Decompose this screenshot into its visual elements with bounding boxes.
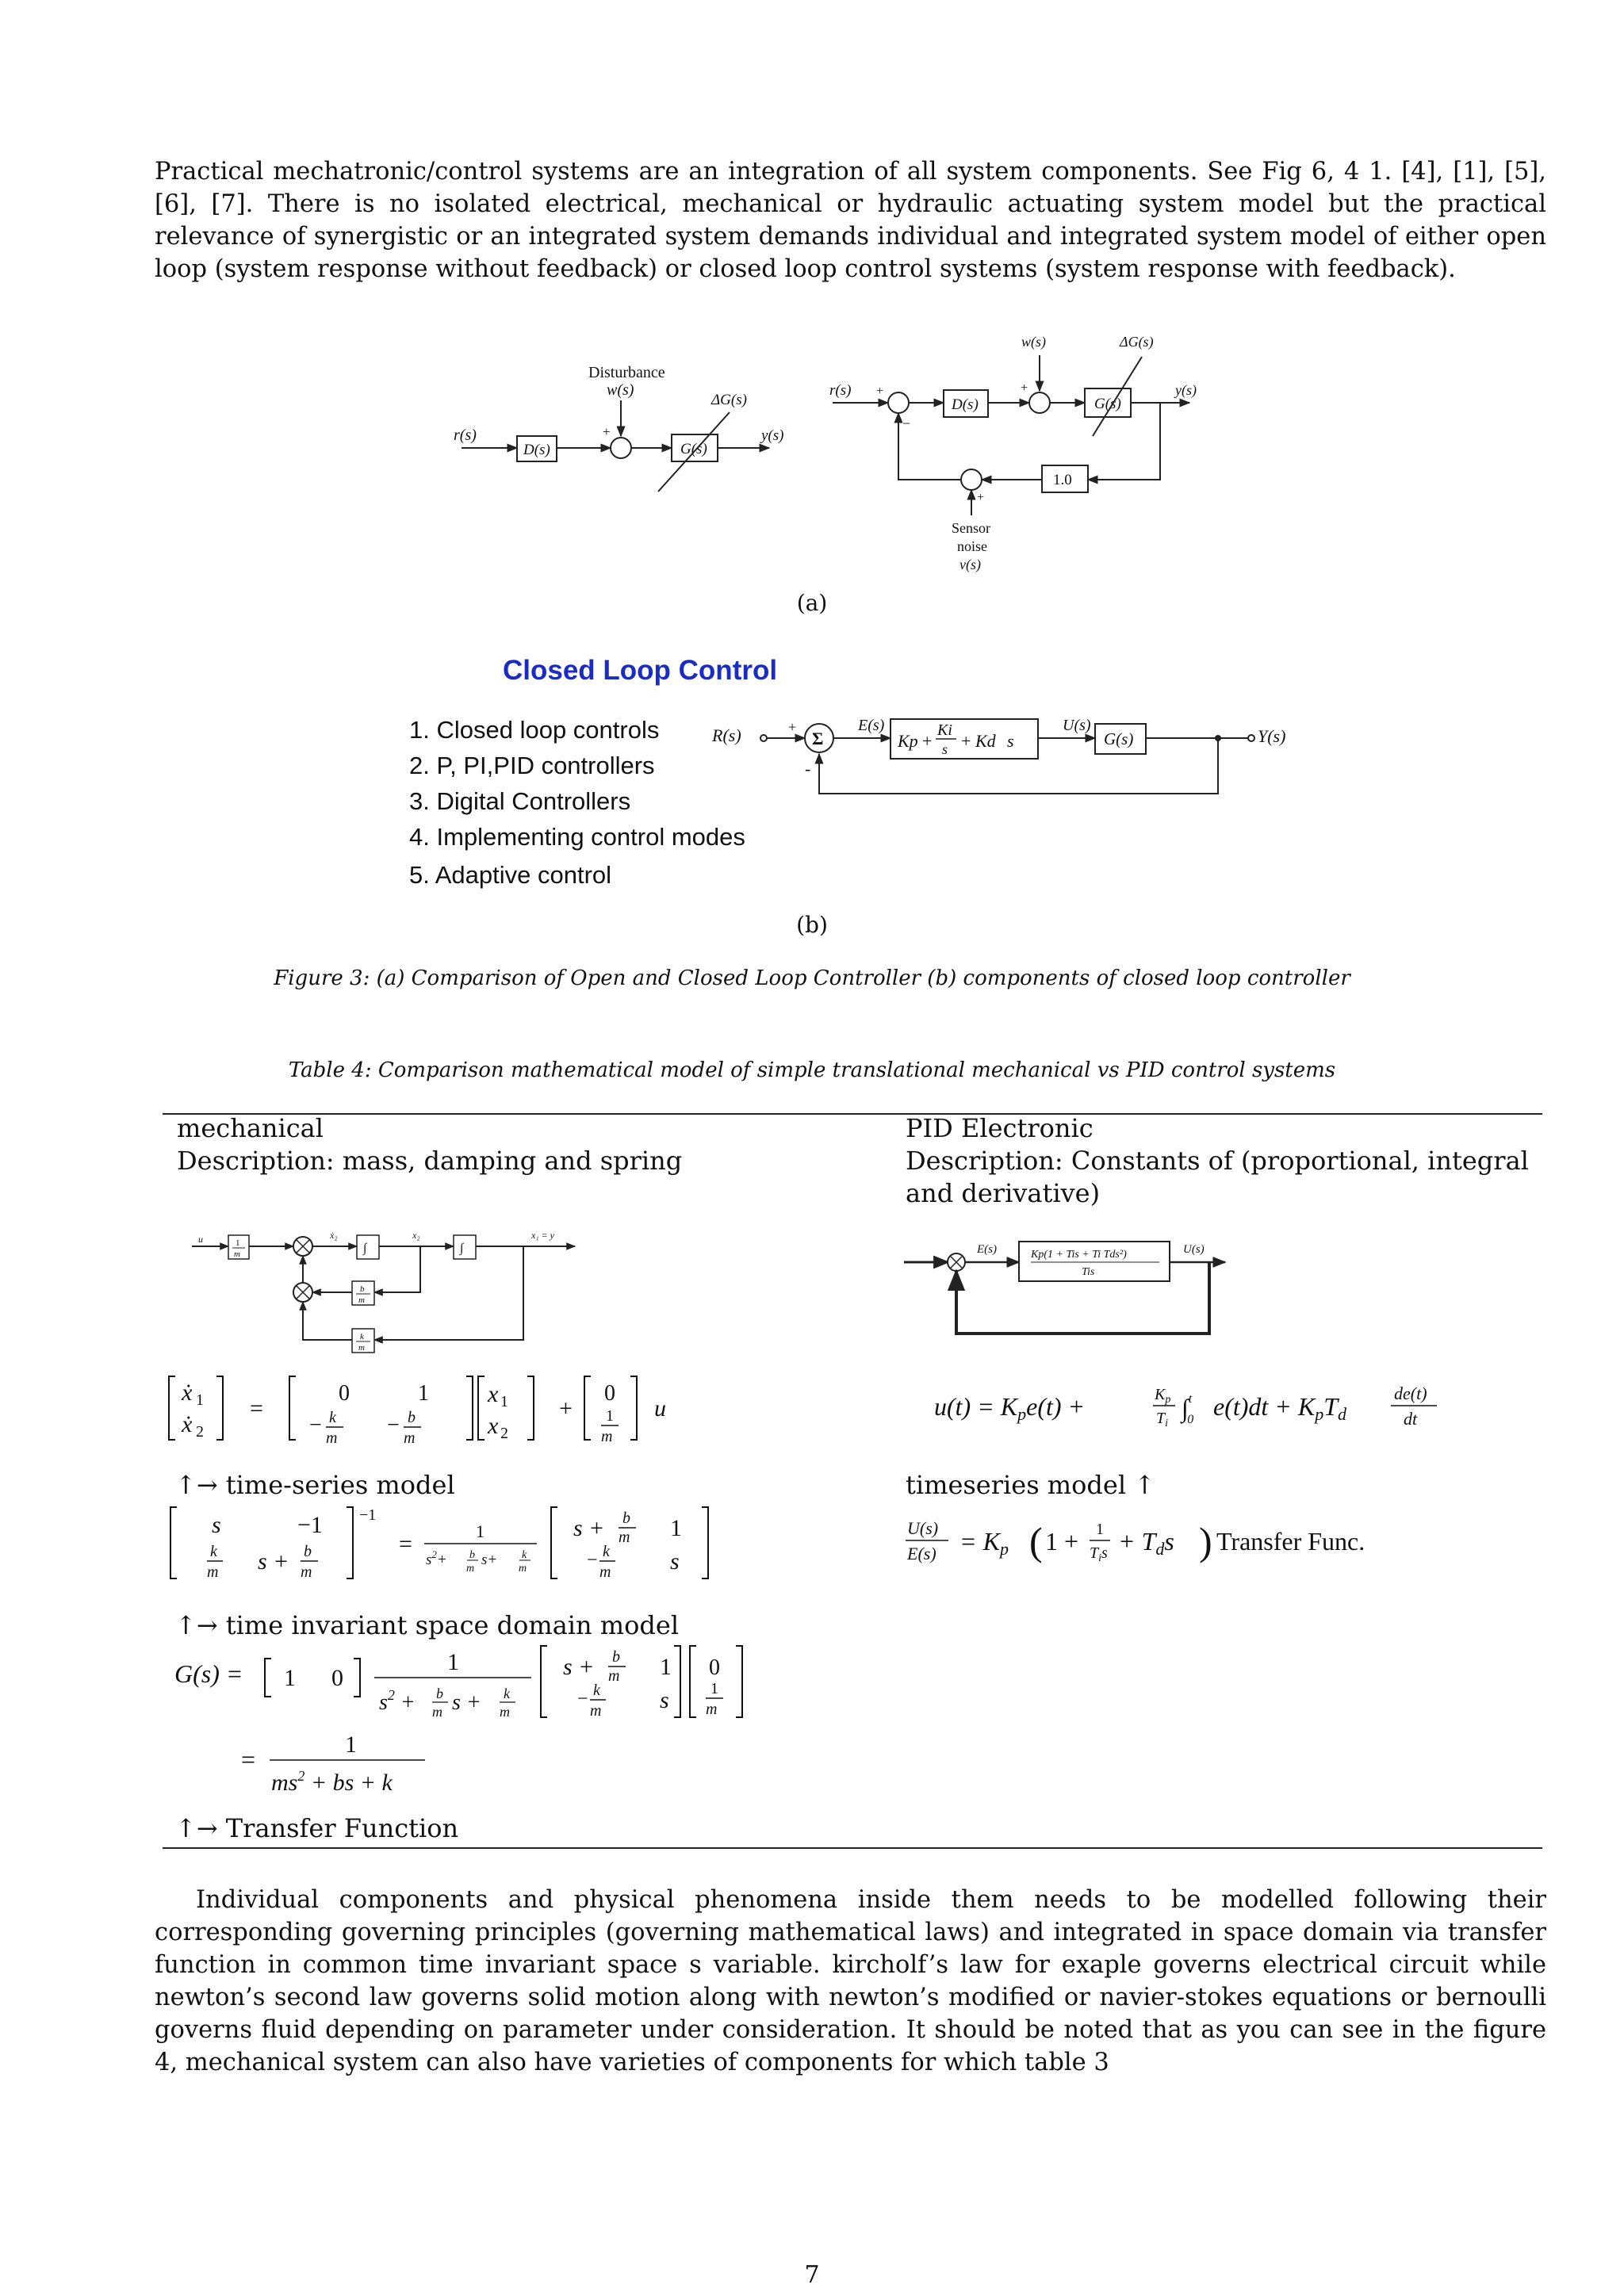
- transfer-function-label: ↑→ Transfer Function: [175, 1813, 459, 1843]
- svg-text:u: u: [654, 1395, 666, 1422]
- svg-text:Ti: $T_i$: [1156, 1410, 1169, 1429]
- svg-text:+: +: [977, 491, 985, 504]
- svg-text:Kp(1 + Tis + Ti Tds²): Kp(1 + Tis + Ti Tds²): [1031, 1249, 1127, 1261]
- svg-text:b: b: [622, 1510, 630, 1527]
- mechanical-block-diagram: [174, 1215, 587, 1365]
- svg-text:1: 1: [710, 1680, 718, 1697]
- closed-loop-item-3: 3. Digital Controllers: [409, 787, 631, 815]
- svg-text:b: b: [360, 1284, 365, 1294]
- svg-text:Kp: Kp: [898, 731, 918, 751]
- svg-text:∫t0: ∫$^t$ 0: [1182, 1392, 1194, 1426]
- svg-text:s: s: [670, 1548, 680, 1575]
- closed-loop-summing-junction-1: [888, 392, 909, 413]
- svg-text:b: b: [469, 1549, 475, 1561]
- pid-heading: PID Electronic: [906, 1113, 1094, 1143]
- closed-loop-summing-junction-2: [1029, 392, 1050, 413]
- closed-loop-d-label: D(s): [952, 396, 979, 413]
- svg-text:1 +: 1 +: [1045, 1527, 1079, 1556]
- pid-transfer-function: [902, 1509, 1521, 1576]
- svg-text:1: 1: [1096, 1521, 1104, 1538]
- pid-e-label: E(s): [858, 717, 885, 734]
- svg-text:s: s: [212, 1512, 221, 1538]
- svg-text:e(t)dt + KpTd: e(t)dt + KpTd: [1213, 1392, 1347, 1424]
- svg-text:m: m: [234, 1249, 240, 1259]
- pid-description: Description: Constants of (proportional, integral and derivative): [906, 1146, 1529, 1208]
- open-loop-r-label: r(s): [454, 427, 477, 444]
- svg-text:+: +: [961, 731, 971, 751]
- svg-text:s +: s +: [452, 1690, 481, 1715]
- open-loop-summing-junction: [611, 438, 631, 458]
- pid-column-header: [906, 1112, 1532, 1210]
- state-space-equation: [163, 1370, 718, 1449]
- space-domain-label: ↑→ time invariant space domain model: [175, 1610, 680, 1640]
- svg-text:Tis: $T_is$: [1090, 1544, 1108, 1564]
- transfer-func-text: Transfer Func.: [1216, 1527, 1365, 1556]
- time-series-label: ↑→ time-series model: [175, 1470, 455, 1500]
- svg-text:ẋ: ẋ: [182, 1380, 193, 1406]
- svg-text:1: 1: [670, 1515, 682, 1541]
- open-loop-dg-arrow: [658, 412, 730, 492]
- svg-text:m: m: [207, 1563, 219, 1581]
- svg-text:m: m: [599, 1563, 611, 1581]
- svg-text:k: k: [593, 1682, 600, 1699]
- closed-loop-g-label: G(s): [1094, 396, 1121, 412]
- svg-text:+: +: [1021, 381, 1028, 395]
- svg-text:1: 1: [196, 1391, 204, 1409]
- svg-text:x₂: x₂: [412, 1230, 420, 1241]
- pid-y-label: Y(s): [1258, 726, 1286, 746]
- svg-text:−: −: [577, 1689, 588, 1709]
- svg-text:−1: −1: [297, 1512, 323, 1538]
- svg-text:E(s): E(s): [907, 1544, 936, 1563]
- svg-text:m: m: [619, 1529, 630, 1546]
- svg-text:u: u: [198, 1234, 203, 1245]
- svg-text:1: 1: [606, 1407, 614, 1425]
- svg-text:dt: dt: [1404, 1409, 1418, 1429]
- svg-text:m: m: [466, 1563, 475, 1575]
- noise-label: noise: [957, 538, 987, 554]
- mechanical-description: Description: mass, damping and spring: [177, 1146, 683, 1176]
- svg-text:k: k: [603, 1543, 610, 1560]
- svg-text:de(t): de(t): [1394, 1383, 1427, 1403]
- sensor-noise-junction: [961, 469, 982, 490]
- svg-text:−1: −1: [359, 1506, 377, 1524]
- open-loop-diagram: [454, 364, 783, 492]
- svg-text:G(s) =: G(s) =: [174, 1659, 243, 1688]
- intro-paragraph: Practical mechatronic/control systems are an integration of all system components. See Fig 6, 4 1. [4], [1], [5], [6], [7]. There is no isolated electrical, mechanical or hydraulic actuating system model but the practical relevance of synergistic or an integrated system demands individual and integrated system model of either open loop (system response without feedback) or closed loop control systems (system response with feedback).: [155, 158, 1546, 283]
- svg-text:1: 1: [284, 1665, 296, 1691]
- svg-text:1: 1: [418, 1381, 429, 1406]
- svg-text:= Kp: = Kp: [959, 1527, 1009, 1559]
- svg-text:ẋ₂: ẋ₂: [330, 1230, 338, 1241]
- svg-text:1: 1: [345, 1732, 357, 1758]
- svg-text:ms2 + bs + k: $ms^2$ + bs + k: [271, 1768, 393, 1796]
- svg-text:s +: s +: [258, 1548, 289, 1575]
- pid-time-equation: [928, 1376, 1467, 1439]
- svg-text:x: x: [488, 1413, 499, 1439]
- svg-text:Σ: Σ: [812, 729, 824, 748]
- svg-text:m: m: [500, 1704, 510, 1720]
- figure-a-diagrams: [444, 325, 1253, 587]
- svg-text:=: =: [250, 1395, 263, 1422]
- svg-text:0: 0: [331, 1665, 343, 1691]
- svg-text:x: x: [488, 1381, 499, 1407]
- svg-text:(: (: [1029, 1519, 1043, 1563]
- svg-text:−: −: [587, 1550, 598, 1571]
- mechanical-heading: mechanical: [177, 1113, 324, 1143]
- svg-text:=: =: [399, 1531, 412, 1557]
- svg-text:m: m: [590, 1702, 602, 1720]
- svg-text:ẋ: ẋ: [182, 1411, 193, 1437]
- figure-a-label: (a): [796, 590, 828, 616]
- closed-loop-item-1: 1. Closed loop controls: [409, 716, 660, 744]
- disturbance-label: Disturbance: [588, 364, 665, 381]
- svg-text:=: =: [241, 1745, 256, 1774]
- svg-text:1: 1: [660, 1654, 672, 1680]
- closed-loop-y-label: y(s): [1175, 382, 1197, 398]
- svg-text:U(s): U(s): [1183, 1243, 1205, 1256]
- svg-text:m: m: [326, 1429, 338, 1447]
- svg-text:∫: ∫: [460, 1242, 464, 1255]
- sensor-label: Sensor: [952, 520, 990, 536]
- pid-table-block-diagram: [904, 1230, 1237, 1349]
- gs-equation: [167, 1641, 817, 1800]
- svg-text:k: k: [210, 1543, 217, 1560]
- figure-caption: Figure 3: (a) Comparison of Open and Closed Loop Controller (b) components of closed loop controller: [274, 966, 1350, 990]
- page-number: 7: [804, 2261, 820, 2289]
- svg-text:+: +: [876, 385, 884, 398]
- closed-loop-r-label: r(s): [829, 382, 852, 399]
- svg-text:s+: s+: [481, 1552, 498, 1568]
- svg-text:k: k: [360, 1332, 364, 1341]
- svg-text:s2+: $s^2+$: [426, 1548, 447, 1568]
- svg-text:0: 0: [339, 1381, 350, 1406]
- svg-text:u(t) = Kpe(t) +: u(t) = Kpe(t) +: [934, 1392, 1086, 1424]
- svg-text:s2 +: $s^2$ +: [379, 1687, 416, 1715]
- timeseries-model-label: timeseries model ↑: [906, 1470, 1156, 1500]
- closed-loop-dg-label: ΔG(s): [1120, 334, 1154, 350]
- svg-text:+: +: [603, 424, 611, 439]
- svg-text:): ): [1199, 1519, 1212, 1563]
- svg-text:1: 1: [236, 1238, 240, 1248]
- pid-g-label: G(s): [1104, 729, 1134, 748]
- closed-loop-w-label: w(s): [1021, 334, 1046, 350]
- closed-loop-control-title: Closed Loop Control: [503, 655, 778, 686]
- closed-loop-v-label: v(s): [959, 557, 981, 572]
- svg-text:U(s): U(s): [907, 1518, 939, 1538]
- svg-text:b: b: [304, 1543, 312, 1560]
- closed-loop-diagram: [829, 334, 1197, 573]
- svg-text:m: m: [301, 1563, 312, 1581]
- table-caption: Table 4: Comparison mathematical model of simple translational mechanical vs PID control systems: [288, 1058, 1336, 1082]
- svg-text:m: m: [601, 1428, 613, 1445]
- open-loop-y-label: y(s): [761, 427, 784, 444]
- figure-b-panel: [389, 638, 1340, 900]
- svg-text:Ki: Ki: [937, 721, 952, 739]
- svg-text:m: m: [608, 1667, 620, 1685]
- svg-text:Tis: Tis: [1082, 1266, 1095, 1278]
- pid-r-label: R(s): [712, 725, 741, 745]
- svg-text:s +: s +: [573, 1515, 605, 1541]
- table-bottom-rule: [163, 1847, 1542, 1849]
- svg-text:+: +: [922, 731, 933, 751]
- svg-text:Kd: Kd: [975, 731, 996, 751]
- svg-text:2: 2: [500, 1425, 508, 1442]
- closed-loop-item-5: 5. Adaptive control: [409, 861, 612, 889]
- figure-b-label: (b): [796, 912, 828, 938]
- sensor-gain-label: 1.0: [1053, 472, 1072, 488]
- svg-text:k: k: [522, 1549, 527, 1561]
- svg-text:b: b: [408, 1409, 416, 1426]
- svg-text:∫: ∫: [363, 1242, 367, 1255]
- svg-text:b: b: [436, 1686, 443, 1701]
- svg-text:2: 2: [196, 1423, 204, 1441]
- svg-text:0: 0: [709, 1655, 720, 1680]
- svg-text:1: 1: [447, 1649, 459, 1675]
- inverse-matrix-equation: [163, 1502, 733, 1586]
- svg-text:Kp: $K_p$: [1155, 1386, 1171, 1406]
- svg-text:x₁ = y: x₁ = y: [531, 1230, 554, 1241]
- svg-text:k: k: [329, 1409, 336, 1426]
- svg-text:0: 0: [604, 1381, 615, 1406]
- pid-u-label: U(s): [1063, 717, 1091, 734]
- svg-text:m: m: [519, 1563, 527, 1575]
- svg-text:m: m: [432, 1704, 442, 1720]
- closing-paragraph: Individual components and physical phenomena inside them needs to be modelled following their corresponding governing principles (governing mathematical laws) and integrated in space domain via transfer function in common time invariant space s variable. kircholf’s law for exaple governs electrical circuit while newton’s second law governs solid motion along with newton’s modified or navier-stokes equations or bernoulli governs fluid depending on parameter under consideration. It should be noted that as you can see in the figure 4, mechanical system can also have varieties of components for which table 3: [155, 1886, 1546, 2076]
- svg-text:+: +: [559, 1395, 573, 1422]
- svg-text:E(s): E(s): [977, 1243, 997, 1256]
- pid-loop-diagram: [711, 717, 1285, 794]
- svg-text:m: m: [358, 1295, 365, 1305]
- svg-text:−: −: [902, 415, 911, 431]
- closed-loop-item-2: 2. P, PI,PID controllers: [409, 752, 655, 779]
- open-loop-dg-label: ΔG(s): [711, 392, 747, 408]
- open-loop-g-label: G(s): [680, 441, 707, 457]
- svg-text:b: b: [612, 1648, 620, 1666]
- svg-text:s: s: [660, 1687, 669, 1713]
- svg-text:m: m: [706, 1701, 718, 1718]
- closed-loop-item-4: 4. Implementing control modes: [409, 823, 745, 851]
- svg-text:+: +: [788, 719, 797, 735]
- svg-text:m: m: [404, 1429, 416, 1447]
- svg-text:-: -: [805, 759, 811, 779]
- svg-text:1: 1: [500, 1393, 508, 1410]
- open-loop-d-label: D(s): [523, 442, 550, 458]
- svg-text:s +: s +: [563, 1654, 595, 1680]
- open-loop-w-label: w(s): [607, 381, 634, 399]
- svg-text:1: 1: [476, 1521, 485, 1541]
- svg-text:−: −: [387, 1413, 400, 1437]
- svg-text:−: −: [309, 1413, 322, 1437]
- svg-text:k: k: [504, 1686, 510, 1701]
- svg-text:+ Tds: + Tds: [1118, 1527, 1174, 1559]
- svg-text:s: s: [1007, 731, 1014, 751]
- svg-text:m: m: [358, 1343, 365, 1353]
- mechanical-column-header: [177, 1112, 891, 1177]
- svg-text:s: s: [942, 741, 948, 757]
